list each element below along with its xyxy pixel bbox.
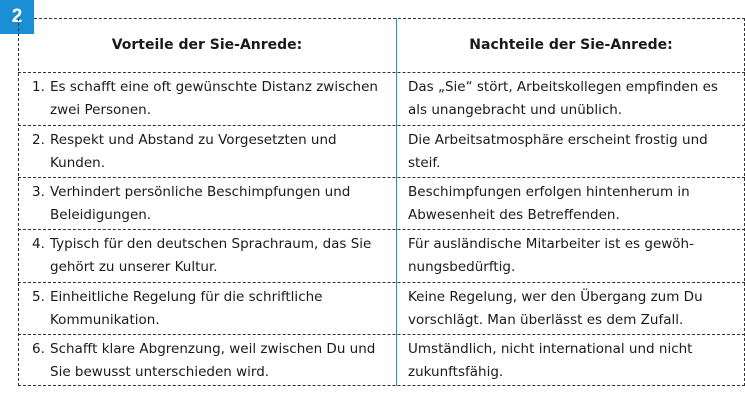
row-number: 1.	[32, 79, 45, 95]
advantage-text: Schafft klare Abgrenzung, weil zwischen Du und Sie bewusst unterschieden wird.	[50, 341, 376, 380]
table-row-4-disadvantage: Für ausländische Mitarbeiter ist es gewöh-nungsbedürftig.	[408, 236, 694, 275]
header-disadvantages: Nachteile der Sie-Anrede:	[469, 37, 673, 53]
row-number: 2.	[32, 132, 45, 148]
row-divider	[18, 72, 745, 73]
table-row-1-disadvantage: Das „Sie“ stört, Arbeitskollegen empfinden es als unangebracht und unüblich.	[408, 79, 718, 118]
advantage-text: Respekt und Abstand zu Vorgesetzten und Kunden.	[50, 132, 337, 171]
table-row-6-disadvantage: Umständlich, nicht international und nicht zukunftsfähig.	[408, 341, 693, 380]
table-row-5-advantage	[32, 286, 390, 332]
row-divider	[18, 229, 745, 230]
table-row-6-advantage	[32, 338, 390, 384]
row-number: 5.	[32, 289, 45, 305]
advantage-text: Es schafft eine oft gewünschte Distanz zwischen zwei Personen.	[50, 79, 378, 118]
advantage-text: Einheitliche Regelung für die schriftliche Kommunikation.	[50, 289, 323, 328]
table-row-4-advantage	[32, 233, 390, 279]
row-number: 4.	[32, 236, 45, 252]
table-row-2-advantage	[32, 129, 390, 175]
table-row-5-disadvantage: Keine Regelung, wer den Übergang zum Du vorschlägt. Man überlässt es dem Zufall.	[408, 289, 703, 328]
advantage-text: Typisch für den deutschen Sprachraum, das Sie gehört zu unserer Kultur.	[50, 236, 372, 275]
column-divider	[396, 18, 397, 386]
advantage-text: Verhindert persönliche Beschimpfungen und Beleidigungen.	[50, 184, 351, 223]
section-number-badge: 2	[0, 0, 34, 34]
row-divider	[18, 282, 745, 283]
row-number: 6.	[32, 341, 45, 357]
row-divider	[18, 125, 745, 126]
table-row-3-disadvantage: Beschimpfungen erfolgen hintenherum in Abwesenheit des Betreffenden.	[408, 184, 690, 223]
table-row-3-advantage	[32, 181, 390, 227]
row-number: 3.	[32, 184, 45, 200]
header-advantages: Vorteile der Sie-Anrede:	[111, 37, 303, 53]
row-divider	[18, 334, 745, 335]
table-row-2-disadvantage: Die Arbeitsatmosphäre erscheint frostig und steif.	[408, 132, 708, 171]
row-divider	[18, 177, 745, 178]
table-row-1-advantage	[32, 76, 390, 122]
